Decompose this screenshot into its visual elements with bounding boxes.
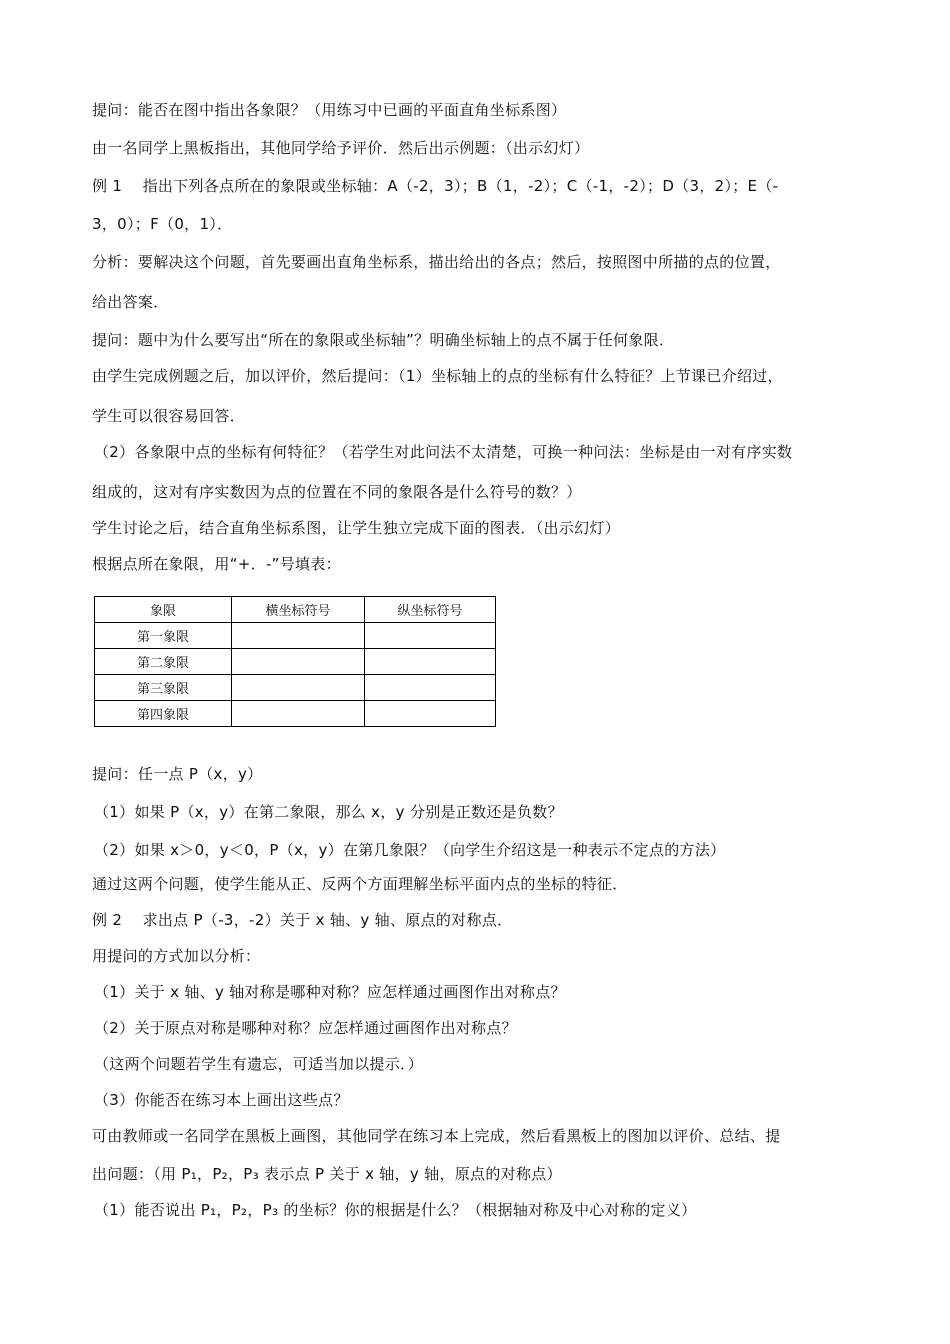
example-1-line: 例 1 指出下列各点所在的象限或坐标轴：A（-2，3）；B（1，-2）；C（-1，-2）；D（3，2）；E（- (92, 177, 779, 195)
table-header: 象限 (95, 597, 232, 623)
table-cell: 第一象限 (95, 623, 232, 649)
text-line: （1）关于 x 轴、y 轴对称是哪种对称？应怎样通过画图作出对称点？ (94, 983, 566, 1001)
example-2-line: 例 2 求出点 P（-3，-2）关于 x 轴、y 轴、原点的对称点． (92, 911, 513, 929)
table-cell (232, 649, 365, 675)
text-line: 提问：题中为什么要写出“所在的象限或坐标轴”？明确坐标轴上的点不属于任何象限． (92, 331, 675, 349)
table-row (95, 623, 496, 649)
text-line: 提问：任一点 P（x，y） (92, 765, 263, 783)
text-line: 用提问的方式加以分析： (92, 947, 261, 965)
text-line: （1）如果 P（x，y）在第二象限，那么 x，y 分别是正数还是负数？ (94, 803, 563, 821)
table-cell (232, 623, 365, 649)
analysis-line: 分析：要解决这个问题，首先要画出直角坐标系，描出给出的各点；然后，按照图中所描的点的位置， (92, 253, 781, 271)
table-cell: 第三象限 (95, 675, 232, 701)
table-cell (365, 649, 496, 675)
table-header: 纵坐标符号 (365, 597, 496, 623)
quadrant-sign-table (94, 596, 496, 727)
table-cell: 第四象限 (95, 701, 232, 727)
text-line: 出问题：（用 P₁，P₂，P₃ 表示点 P 关于 x 轴，y 轴，原点的对称点） (92, 1165, 562, 1183)
table-row (95, 649, 496, 675)
table-header: 横坐标符号 (232, 597, 365, 623)
table-header-row (95, 597, 496, 623)
text-line: （1）能否说出 P₁，P₂，P₃ 的坐标？你的根据是什么？（根据轴对称及中心对称的定义） (94, 1201, 697, 1219)
text-line: （2）关于原点对称是哪种对称？应怎样通过画图作出对称点？ (94, 1019, 517, 1037)
text-line: （2）如果 x＞0，y＜0，P（x，y）在第几象限？（向学生介绍这是一种表示不定点的方法） (94, 841, 726, 859)
table-cell (365, 701, 496, 727)
text-line: 根据点所在象限，用“+．-”号填表： (92, 555, 341, 573)
text-line: 3，0）；F（0，1）． (92, 215, 233, 233)
text-line: 给出答案． (92, 293, 169, 311)
text-line: 由一名同学上黑板指出，其他同学给予评价．然后出示例题：（出示幻灯） (92, 139, 590, 157)
text-line: 通过这两个问题，使学生能从正、反两个方面理解坐标平面内点的坐标的特征． (92, 875, 628, 893)
text-line: 学生讨论之后，结合直角坐标系图，让学生独立完成下面的图表．（出示幻灯） (92, 519, 621, 537)
text-line: 由学生完成例题之后，加以评价，然后提问：（1）坐标轴上的点的坐标有什么特征？上节课已介绍过， (92, 367, 783, 385)
text-line: 学生可以很容易回答． (92, 407, 246, 425)
text-line: （3）你能否在练习本上画出这些点？ (94, 1091, 349, 1109)
table-row (95, 701, 496, 727)
table-cell (232, 675, 365, 701)
table-cell: 第二象限 (95, 649, 232, 675)
text-line: （这两个问题若学生有遗忘，可适当加以提示．） (94, 1055, 424, 1073)
table-cell (232, 701, 365, 727)
table-cell (365, 675, 496, 701)
text-line: 组成的，这对有序实数因为点的位置在不同的象限各是什么符号的数？） (92, 483, 582, 501)
table-cell (365, 623, 496, 649)
text-line: （2）各象限中点的坐标有何特征？（若学生对此问法不太清楚，可换一种问法：坐标是由一对有序实数 (94, 443, 793, 461)
text-line: 提问：能否在图中指出各象限？（用练习中已画的平面直角坐标系图） (92, 101, 567, 119)
text-line: 可由教师或一名同学在黑板上画图，其他同学在练习本上完成，然后看黑板上的图加以评价、总结、提 (92, 1127, 781, 1145)
table-row (95, 675, 496, 701)
